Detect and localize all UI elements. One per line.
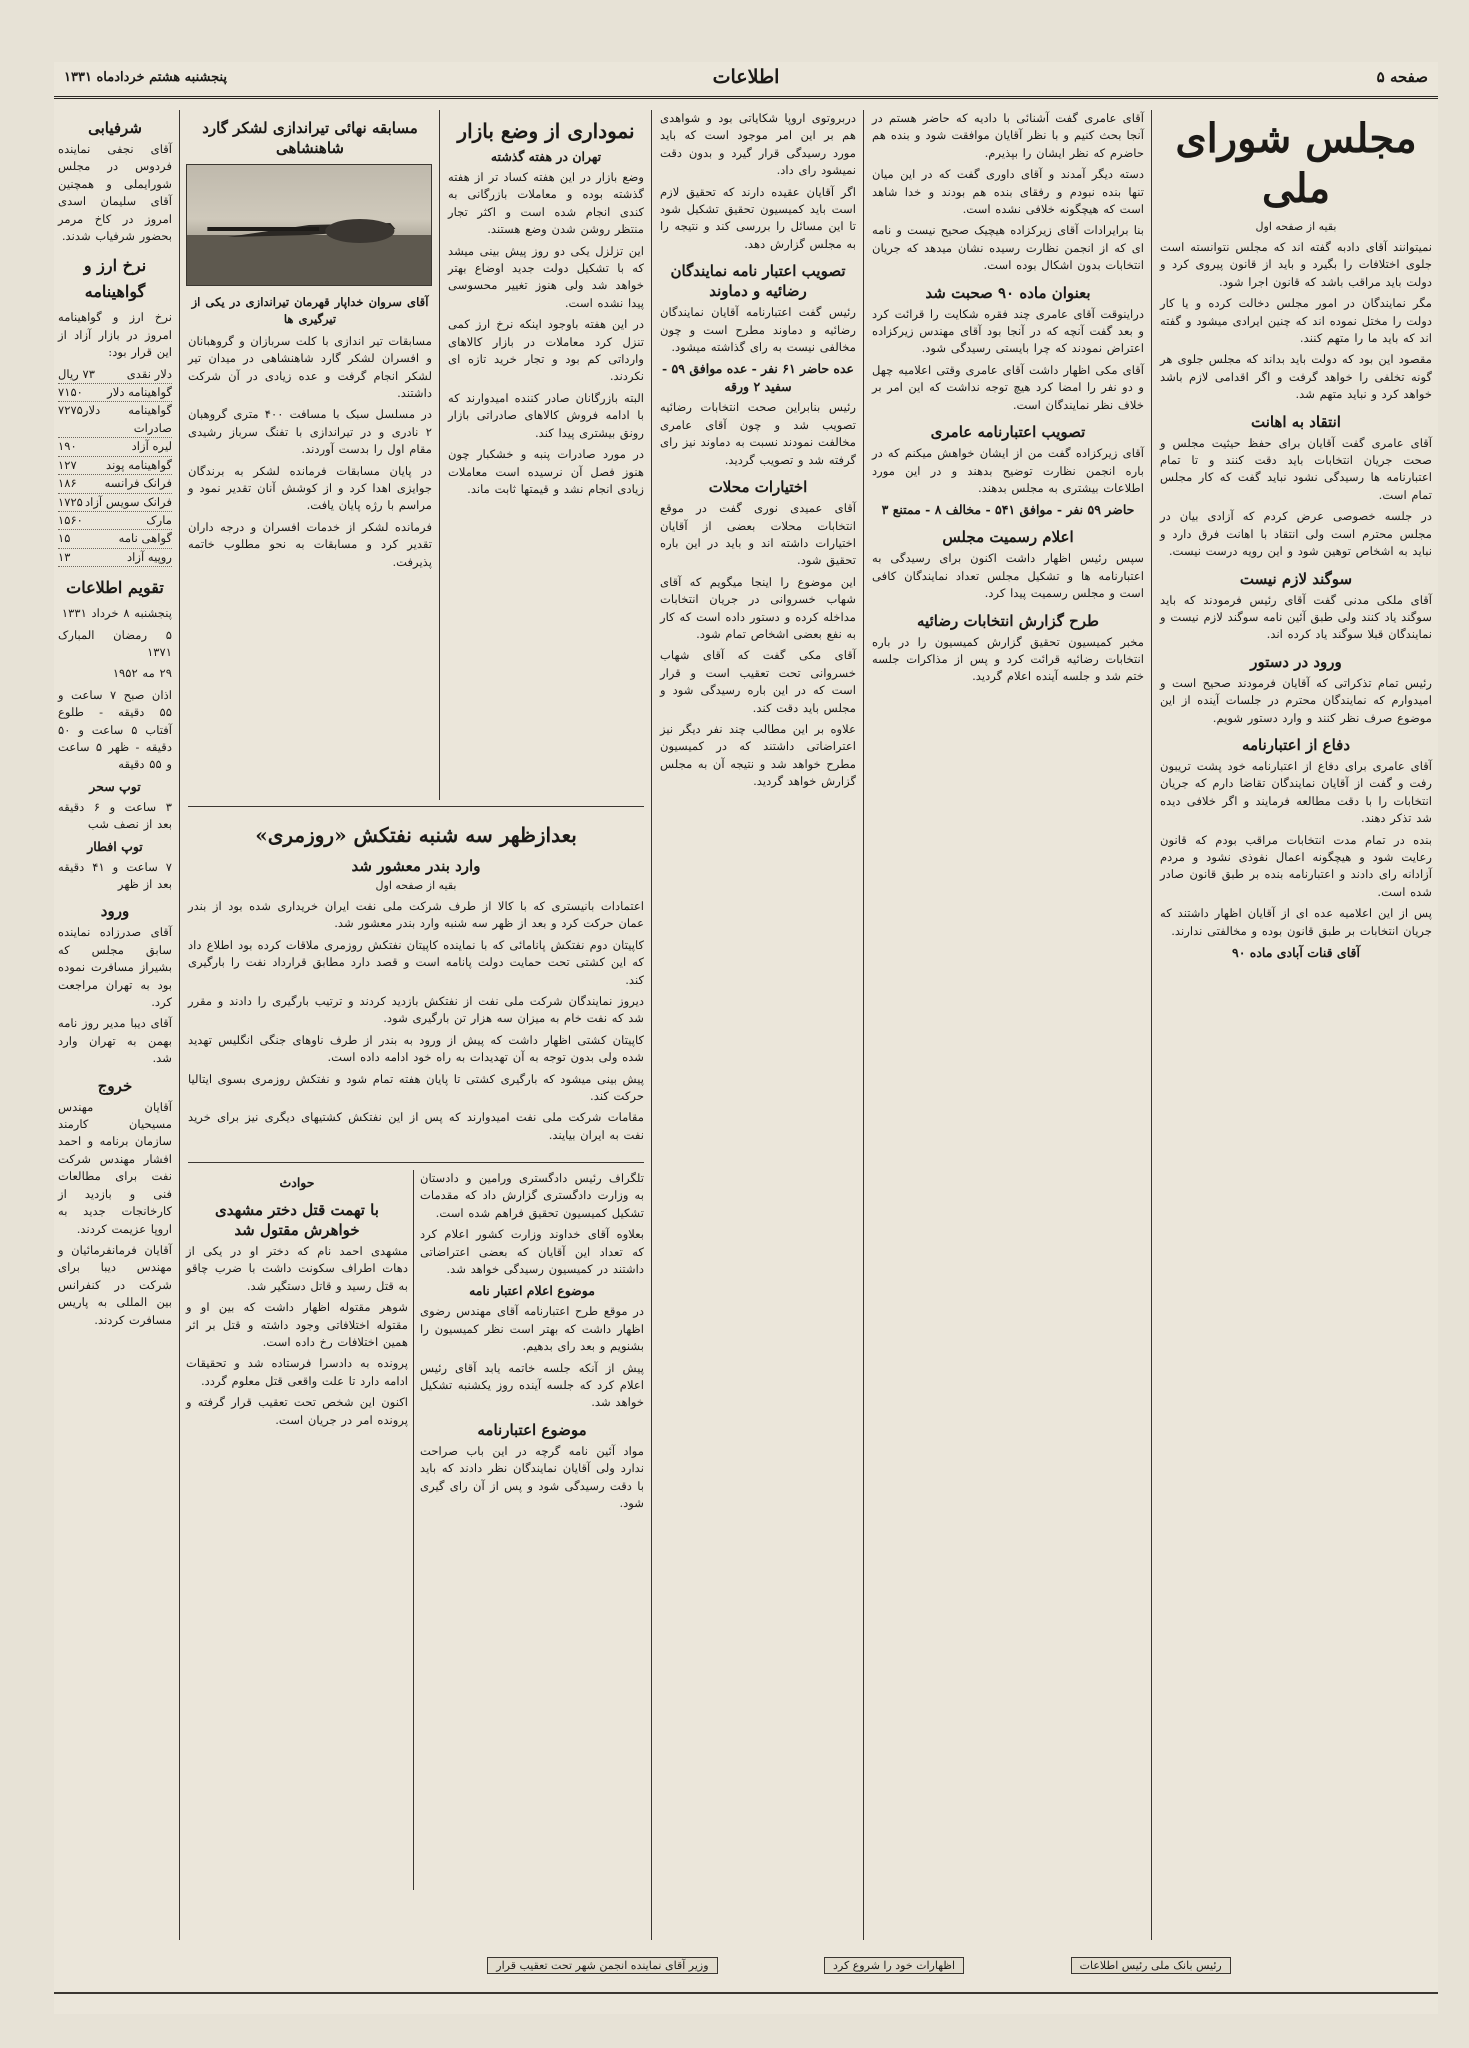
article-paragraph: البته بازرگانان صادر کننده امیدوارند که با ادامه فروش کالاهای صادراتی بازار رونق بیشتری پیدا کند. xyxy=(448,390,644,440)
rate-name: مارک xyxy=(146,512,172,527)
column-rule xyxy=(863,110,864,1940)
article-paragraph: مسابقات تیر اندازی با کلت سربازان و گروهبانان و افسران لشکر گارد شاهنشاهی در میدان تیر لشکر انجام گرفت و عده زیادی در آن شرکت داشتند. xyxy=(188,333,432,401)
heading-tup-eftar: توپ افطار xyxy=(87,838,143,854)
column-rule xyxy=(1151,110,1152,1940)
heading-tup-sahar: توپ سحر xyxy=(89,778,141,794)
article-paragraph: آقای عمیدی نوری گفت در موقع انتخابات محلات بعضی از آقایان اختیارات داشته اند و باید در این باره تحقیق شود. xyxy=(660,501,856,568)
article-paragraph: مخبر کمیسیون تحقیق گزارش کمیسیون را در باره انتخابات رضائیه قرائت کرد و پس از مذاکرات جلسه ختم شد و جلسه آینده اعلام گردید. xyxy=(872,634,1144,684)
article-paragraph: آقای ملکی مدنی گفت آقای رئیس فرمودند که باید سوگند یاد کنند ولی طبق آئین نامه سوگند لازم نیست و نمایندگان قبلا سوگند یاد کرده اند. xyxy=(1160,592,1432,642)
headline-murder: با تهمت قتل دختر مشهدی خواهرش مقتول شد xyxy=(215,1201,379,1239)
article-paragraph: آقای زیرکزاده گفت من از ایشان خواهش میکنم که در باره انجمن نظارت توضیح بدهند و در این مورد اطلاعات بیشتری به مجلس بدهند. xyxy=(872,446,1144,495)
article-paragraph: مقصود این بود که دولت باید بداند که مجلس جلوی هر گونه تخلفی را خواهد گرفت و اگر اقدامی لازم باشد خواهد کرد و نباید متهم شد. xyxy=(1160,352,1432,402)
section-heading: انتقاد به اهانت xyxy=(1251,412,1341,431)
vote-count: حاضر ۵۹ نفر - موافق ۵۴۱ - مخالف ۸ - ممتنع ۳ xyxy=(881,502,1135,518)
bottom-rule xyxy=(54,1992,1438,1994)
headline-majles: مجلس شورای ملی xyxy=(1175,115,1417,212)
calendar-line: ۵ رمضان المبارک ۱۳۷۱ xyxy=(58,627,172,659)
article-paragraph: وضع بازار در این هفته کساد تر از هفته گذشته بوده و معاملات بازرگانی به کندی انجام شده است و اکثر تجار منتظر روشن شدن وضع هستند. xyxy=(448,170,644,237)
article-paragraph: آقای عامری برای دفاع از اعتبارنامه خود پشت تریبون رفت و گفت از آقایان نمایندگان تقاضا دارم که جریان انتخابات را با دقت مطالعه فرمایند و اگر خلافی دیده شد تذکر دهند. xyxy=(1160,758,1432,826)
rate-value: ۷۳ ریال xyxy=(58,366,95,381)
heading-sharafyabi: شرفیابی xyxy=(88,119,142,137)
rate-value: ۱۷۲۵ xyxy=(58,494,83,509)
article-paragraph: این تزلزل یکی دو روز پیش بینی میشد که با تشکیل دولت جدید اوضاع بهتر خواهد شد ولی هنوز تغییر محسوسی پیدا نشده است. xyxy=(448,243,644,310)
sidebar-paragraph: آقای صدرزاده نماینده سابق مجلس که بشیراز مسافرت نموده بود به تهران مراجعت کرد. xyxy=(58,925,172,1010)
heading-arrival: ورود xyxy=(100,902,130,921)
issue-date: پنجشنبه هشتم خردادماه ۱۳۳۱ xyxy=(64,70,228,85)
rate-row xyxy=(58,402,172,438)
shooting-photo xyxy=(186,164,432,286)
rate-value: ۱۹۰ xyxy=(58,439,77,454)
section-divider xyxy=(188,806,644,807)
article-paragraph: پس از این اعلامیه عده ای از آقایان اظهار داشتند که جریان انتخابات بر طبق قانون بوده و مخالفتی ندارند. xyxy=(1160,906,1432,938)
article-paragraph: آقای عامری گفت آشنائی با دادیه که حاضر هستم در آنجا بحث کنیم و با نظر آقایان موافقت شود و بنده هم حاضرم که نظر ایشان را بپذیرم. xyxy=(872,111,1144,160)
headline-tanker: بعدازظهر سه شنبه نفتکش «روزمری» xyxy=(255,823,577,847)
rate-value: ۱۵ xyxy=(58,531,71,546)
rate-name: فرانک فرانسه xyxy=(104,476,172,491)
rates-intro: نرخ ارز و گواهینامه امروز در بازار آزاد از این قرار بود: xyxy=(58,310,172,360)
col-market xyxy=(448,110,644,800)
article-paragraph: در مورد صادرات پنبه و خشکبار چون هنوز فصل آن نرسیده است معاملات زیادی انجام نشد و قیمتها ثابت ماند. xyxy=(448,447,644,496)
article-paragraph: دسته دیگر آمدند و آقای داوری گفت که در این میان تنها بنده نبودم و رفقای بنده هم بودند و خدا شاهد است که هیچگونه خلافی نشده است. xyxy=(872,167,1144,217)
column-rule xyxy=(413,1170,414,1890)
column-rule xyxy=(439,110,440,800)
rate-value: ۷۱۵۰ xyxy=(58,385,83,400)
article-paragraph: مگر نمایندگان در امور مجلس دخالت کرده و یا کار دولت را مختل نموده اند که چنین ایرادی میشود و گفته اند که باید ما را متهم کنند. xyxy=(1160,296,1432,346)
rate-row xyxy=(58,438,172,456)
masthead xyxy=(54,62,1438,99)
section-heading: بعنوان ماده ۹۰ صحبت شد xyxy=(925,283,1091,302)
calendar-line: ۲۹ مه ۱۹۵۲ xyxy=(112,666,172,681)
rate-name: گواهینامه پوند xyxy=(105,457,172,472)
rate-value: ۱۲۷ xyxy=(58,457,77,472)
sidebar-paragraph: آقای نجفی نماینده فردوس در مجلس شورایملی و همچنین آقای سلیمان اسدی امروز در کاخ مرمر بحضور شرفیاب شدند. xyxy=(58,142,172,244)
article-paragraph: بعلاوه آقای خداوند وزارت کشور اعلام کرد که تعداد این آقایان که بعضی اعتراضاتی داشتند در کمیسیون رسیدگی خواهد شد. xyxy=(420,1227,644,1277)
article-paragraph: پیش بینی میشود که بارگیری کشتی تا پایان هفته تمام شود و نفتکش روزمری بسوی ایتالیا حرکت کند. xyxy=(188,1071,644,1104)
article-paragraph: تلگراف رئیس دادگستری ورامین و دادستان به وزارت دادگستری گزارش داد که مقدمات تشکیل کمیسیون تحقیق فراهم شده است. xyxy=(420,1171,644,1220)
heading-exit: خروج xyxy=(97,1076,133,1095)
sidebar-paragraph: آقایان فرمانفرمائیان و مهندس دیبا برای شرکت در کنفرانس بین المللی به پاریس مسافرت کردند. xyxy=(58,1242,172,1327)
section-heading: تصویب اعتبار نامه نمایندگان رضائیه و دماوند xyxy=(670,262,846,301)
article-paragraph: در مسلسل سبک با مسافت ۴۰۰ متری گروهبان ۲ نادری و در تیراندازی با تفنگ سرباز رشیدی مقام اول را بدست آوردند. xyxy=(188,407,432,457)
article-paragraph: در این هفته باوجود اینکه نرخ ارز کمی تنزل کرد معاملات در بازار کالاهای وارداتی کم بود و تجار خرید تازه ای نکردند. xyxy=(448,317,644,384)
rate-row xyxy=(58,457,172,475)
column-rule xyxy=(651,110,652,1940)
sidebar-paragraph: آقای دیبا مدیر روز نامه بهمن به تهران وارد شد. xyxy=(58,1016,172,1066)
photo-caption: آقای سروان خداپار قهرمان تیراندازی در یکی از تیرگیری ها xyxy=(191,295,429,327)
banner-strip: اظهارات خود را شروع کرد xyxy=(824,1957,964,1974)
calendar-line: اذان صبح ۷ ساعت و ۵۵ دقیقه - طلوع آفتاب ۵ ساعت و ۵۰ دقیقه - ظهر ۵ ساعت و ۵۵ دقیقه xyxy=(58,687,172,772)
rate-name: گواهینامه دلار xyxy=(107,385,172,400)
rate-name: لیره آزاد xyxy=(131,439,172,454)
section-heading: اختیارات محلات xyxy=(708,478,808,497)
section-heading: موضوع اعلام اعتبار نامه xyxy=(469,1283,595,1299)
subheading-market: تهران در هفته گذشته xyxy=(490,149,602,164)
col-majles-cont xyxy=(872,110,1144,1940)
col-majles xyxy=(1160,110,1432,1940)
article-paragraph: سپس رئیس اظهار داشت اکنون برای رسیدگی به اعتبارنامه ها و تشکیل مجلس تعداد نمایندگان کافی است و مجلس رسمیت پیدا کرد. xyxy=(872,551,1144,601)
article-paragraph: بنده در تمام مدت انتخابات مراقب بودم که قانون رعایت شود و هیچگونه اعمال نفوذی نشود و مردم آزادانه رای دادند و اعتبارنامه بنده بر طبق قانون صادر شده است. xyxy=(1160,832,1432,899)
sidebar-paragraph: ۷ ساعت و ۴۱ دقیقه بعد از ظهر xyxy=(58,859,172,891)
section-heading: طرح گزارش انتخابات رضائیه xyxy=(917,611,1099,630)
article-paragraph: شوهر مقتوله اظهار داشت که بین او و مقتوله اختلافاتی وجود داشته و قتل بر اثر همین اختلافات رخ داده است. xyxy=(186,1300,408,1350)
rate-value: ۱۵۶۰ xyxy=(58,512,83,527)
col-credentials xyxy=(660,110,856,1940)
article-paragraph: رئیس بنابراین صحت انتخابات رضائیه تصویب شد و چون آقای عامری مخالفت نمودند نسبت به دماوند نیز رای گرفته شد و تصویب گردید. xyxy=(660,400,856,467)
rate-name: دلار نقدی xyxy=(126,366,172,381)
article-paragraph: رئیس تمام تذکراتی که آقایان فرمودند صحیح است و امیدوارم که نمایندگان محترم در جلسات آینده از این موضوع صرف نظر کنند و وارد دستور شویم. xyxy=(1160,675,1432,725)
rate-row xyxy=(58,475,172,493)
article-paragraph: پیش از آنکه جلسه خاتمه یابد آقای رئیس اعلام کرد که جلسه آینده روز یکشنبه تشکیل خواهد شد. xyxy=(420,1360,644,1410)
article-paragraph: آقای عامری گفت آقایان برای حفظ حیثیت مجلس و صحت جریان انتخابات باید دقت کنند و تا تمام اعتبارنامه ها رسیدگی نشود نباید گفت که کار مجلس تمام است. xyxy=(1160,435,1432,502)
rate-row xyxy=(58,512,172,530)
paper-name: اطلاعات xyxy=(712,66,780,88)
headline-shooting: مسابقه نهائی تیراندازی لشکر گارد شاهنشاهی xyxy=(202,119,418,157)
rates-list xyxy=(58,366,172,567)
sidebar-paragraph: ۳ ساعت و ۶ دقیقه بعد از نصف شب xyxy=(58,799,172,832)
article-paragraph: پرونده به دادسرا فرستاده شد و تحقیقات ادامه دارد تا علت واقعی قتل معلوم گردد. xyxy=(186,1356,408,1388)
continued-note: بقیه از صفحه اول xyxy=(1255,220,1337,233)
rate-row xyxy=(58,549,172,567)
article-signoff: آقای قنات آبادی ماده ۹۰ xyxy=(1232,945,1360,960)
section-heading: حوادث xyxy=(279,1175,315,1190)
article-paragraph: مقامات شرکت ملی نفت امیدوارند که پس از این نفتکش کشتیهای دیگری نیز برای خرید نفت به ایران بیایند. xyxy=(188,1110,644,1142)
article-paragraph: دراینوقت آقای عامری چند فقره شکایت را قرائت کرد و بعد گفت آنچه که در آنجا بود آقای مهندس زیرکزاده اعتراض نمودند که چرا بایستی رسیدگی شود. xyxy=(872,306,1144,356)
lower-col-b xyxy=(186,1170,408,1890)
vote-count: عده حاضر ۶۱ نفر - عده موافق ۵۹ - سفید ۲ ورقه xyxy=(662,361,854,395)
article-paragraph: رئیس گفت اعتبارنامه آقایان نمایندگان رضائیه و دماوند مطرح است و چون مخالفی نیست به رای گذاشته میشود. xyxy=(660,305,856,355)
rate-value: ۷۲۷۵ xyxy=(58,403,83,418)
section-divider xyxy=(188,1162,644,1163)
article-paragraph: آقای مکی گفت که آقای شهاب خسروانی تحت تعقیب است و قرار است که در این باره رسیدگی شود و مجلس باید دقت کند. xyxy=(660,648,856,715)
article-paragraph: بنا برایرادات آقای زیرکزاده هیچیک صحیح نیست و نامه ای که از انجمن نظارت رسیده نشان میدهد که جریان انتخابات بدون اشکال بوده است. xyxy=(872,223,1144,273)
page-number: صفحه ۵ xyxy=(1376,68,1428,86)
article-paragraph: کاپیتان دوم نفتکش پانامائی که با نماینده کاپیتان نفتکش روزمری ملاقات کرده بود اطلاع داد که این کشتی تحت حمایت دولت پانامه است و قصد دارد مطابق قرارداد نفت را بارگیری کند. xyxy=(188,937,644,987)
section-heading: سوگند لازم نیست xyxy=(1239,569,1353,588)
rate-name: گواهی نامه xyxy=(118,531,172,546)
article-paragraph: نمیتوانند آقای دادبه گفته اند که مجلس نتوانسته است جلوی اختلافات را بگیرد و باید از قانون پیروی کرد و دولت باید مراقب باشد که قانون اجرا شود. xyxy=(1160,240,1432,289)
heading-rates: نرخ ارز و گواهینامه xyxy=(83,256,147,302)
rate-row xyxy=(58,384,172,402)
subheading-tanker: وارد بندر معشور شد xyxy=(351,857,481,875)
tanker-story xyxy=(188,814,644,1142)
section-heading: اعلام رسمیت مجلس xyxy=(942,528,1074,547)
headline-market: نموداری از وضع بازار xyxy=(457,119,635,143)
column-rule xyxy=(179,110,180,1940)
article-paragraph: آقای مکی اظهار داشت آقای عامری وقتی اعلامیه چهل و دو نفر را امضا کرد هیچ توجه نداشت که این امر بر خلاف نظر نمایندگان است. xyxy=(872,362,1144,412)
article-paragraph: در پایان مسابقات فرمانده لشکر به برندگان جوایزی اهدا کرد و از کوشش آنان تقدیر نمود و مراسم با رژه پایان یافت. xyxy=(188,463,432,513)
bottom-banners xyxy=(434,1952,1284,1978)
article-paragraph: دیروز نمایندگان شرکت ملی نفت از نفتکش بازدید کردند و ترتیب بارگیری را دادند و مقرر شد که نفت خام به میزان سه هزار تن بارگیری شود. xyxy=(188,994,644,1026)
article-paragraph: اعتمادات بانیستری که با کالا از طرف شرکت ملی نفت ایران خریداری شده بود از بندر عمان حرکت کرد و بعد از ظهر سه شنبه وارد بندر معشور شد. xyxy=(188,899,644,931)
col-sidebar xyxy=(58,110,172,1940)
article-paragraph: مواد آئین نامه گرچه در این باب صراحت ندارد ولی آقایان نمایندگان نظر دادند که باید با دقت رسیدگی شود و پس از آن رای گیری شود. xyxy=(420,1443,644,1511)
article-paragraph: اکنون این شخص تحت تعقیب قرار گرفته و پرونده امر در جریان است. xyxy=(186,1395,408,1427)
banner-strip: وزیر آقای نماینده انجمن شهر تحت تعقیب قرار xyxy=(487,1957,717,1974)
section-heading: دفاع از اعتبارنامه xyxy=(1241,735,1351,754)
article-paragraph: دربروتوی اروپا شکایاتی بود و شواهدی هم بر این امر موجود است که باید مورد رسیدگی قرار گیرد و بدون دقت نمیشود رای داد. xyxy=(660,111,856,178)
newspaper-page xyxy=(54,62,1438,2014)
article-paragraph: در جلسه خصوصی عرض کردم که آزادی بیان در مجلس محترم است ولی انتقاد با اهانت فرق دارد و نباید به اشخاص توهین شود و این رویه درست نیست. xyxy=(1160,509,1432,559)
rate-value: ۱۸۶ xyxy=(58,476,77,491)
rate-row xyxy=(58,530,172,548)
rate-row xyxy=(58,494,172,512)
banner-strip: رئیس بانک ملی رئیس اطلاعات xyxy=(1071,1957,1231,1974)
rifle-figure-icon xyxy=(187,165,431,285)
article-paragraph: اگر آقایان عقیده دارند که تحقیق لازم است باید کمیسیون تحقیق تشکیل شود تا این مسائل را بررسی کند و نتیجه را به مجلس گزارش دهد. xyxy=(660,184,856,251)
rate-row xyxy=(58,366,172,384)
col-shooting xyxy=(188,110,432,800)
rate-name: فرانک سویس آزاد xyxy=(84,494,172,509)
rate-name: روپیه آزاد xyxy=(126,549,172,564)
rate-value: ۱۳ xyxy=(58,549,71,564)
article-paragraph: علاوه بر این مطالب چند نفر دیگر نیز اعتراضاتی داشتند که در کمیسیون مطرح خواهد شد و نتیجه آن به مجلس گزارش خواهد گردید. xyxy=(660,721,856,789)
article-paragraph: کاپیتان کشتی اظهار داشت که پیش از ورود به بندر از طرف ناوهای جنگی انگلیس تهدید شده ولی بدون توجه به آن تهدیدات به راه خود ادامه داده است. xyxy=(188,1032,644,1065)
continued-note: بقیه از صفحه اول xyxy=(375,879,457,892)
sidebar-paragraph: آقایان مهندس مسیحیان کارمند سازمان برنامه و احمد افشار مهندس شرکت نفت برای مطالعات فنی و بازدید از کارخانجات جدید به اروپا عزیمت کردند. xyxy=(58,1099,172,1236)
article-paragraph: در موقع طرح اعتبارنامه آقای مهندس رضوی اظهار داشت که بهتر است نظر کمیسیون را بشنویم و بعد رای بدهیم. xyxy=(420,1304,644,1354)
article-paragraph: فرمانده لشکر از خدمات افسران و درجه داران تقدیر کرد و مسابقات به نحو مطلوب خاتمه پذیرفت. xyxy=(188,519,432,569)
lower-col-a xyxy=(420,1170,644,1890)
rate-name: گواهینامه دلار صادرات xyxy=(82,403,172,435)
section-heading: تصویب اعتبارنامه عامری xyxy=(930,423,1086,442)
section-heading: ورود در دستور xyxy=(1250,652,1342,671)
heading-calendar: تقویم اطلاعات xyxy=(66,578,164,598)
article-paragraph: مشهدی احمد نام که دختر او در یکی از دهات اطراف سکونت داشت با ضرب چاقو به قتل رسید و قاتل دستگیر شد. xyxy=(186,1244,408,1293)
calendar-line: پنجشنبه ۸ خرداد ۱۳۳۱ xyxy=(61,606,172,621)
article-paragraph: این موضوع را اینجا میگویم که آقای شهاب خسروانی در جریان انتخابات مداخله کرده و دستور داده است که کار به نفع بعضی اشخاص تمام شود. xyxy=(660,574,856,641)
section-heading: موضوع اعتبارنامه xyxy=(477,1420,587,1439)
